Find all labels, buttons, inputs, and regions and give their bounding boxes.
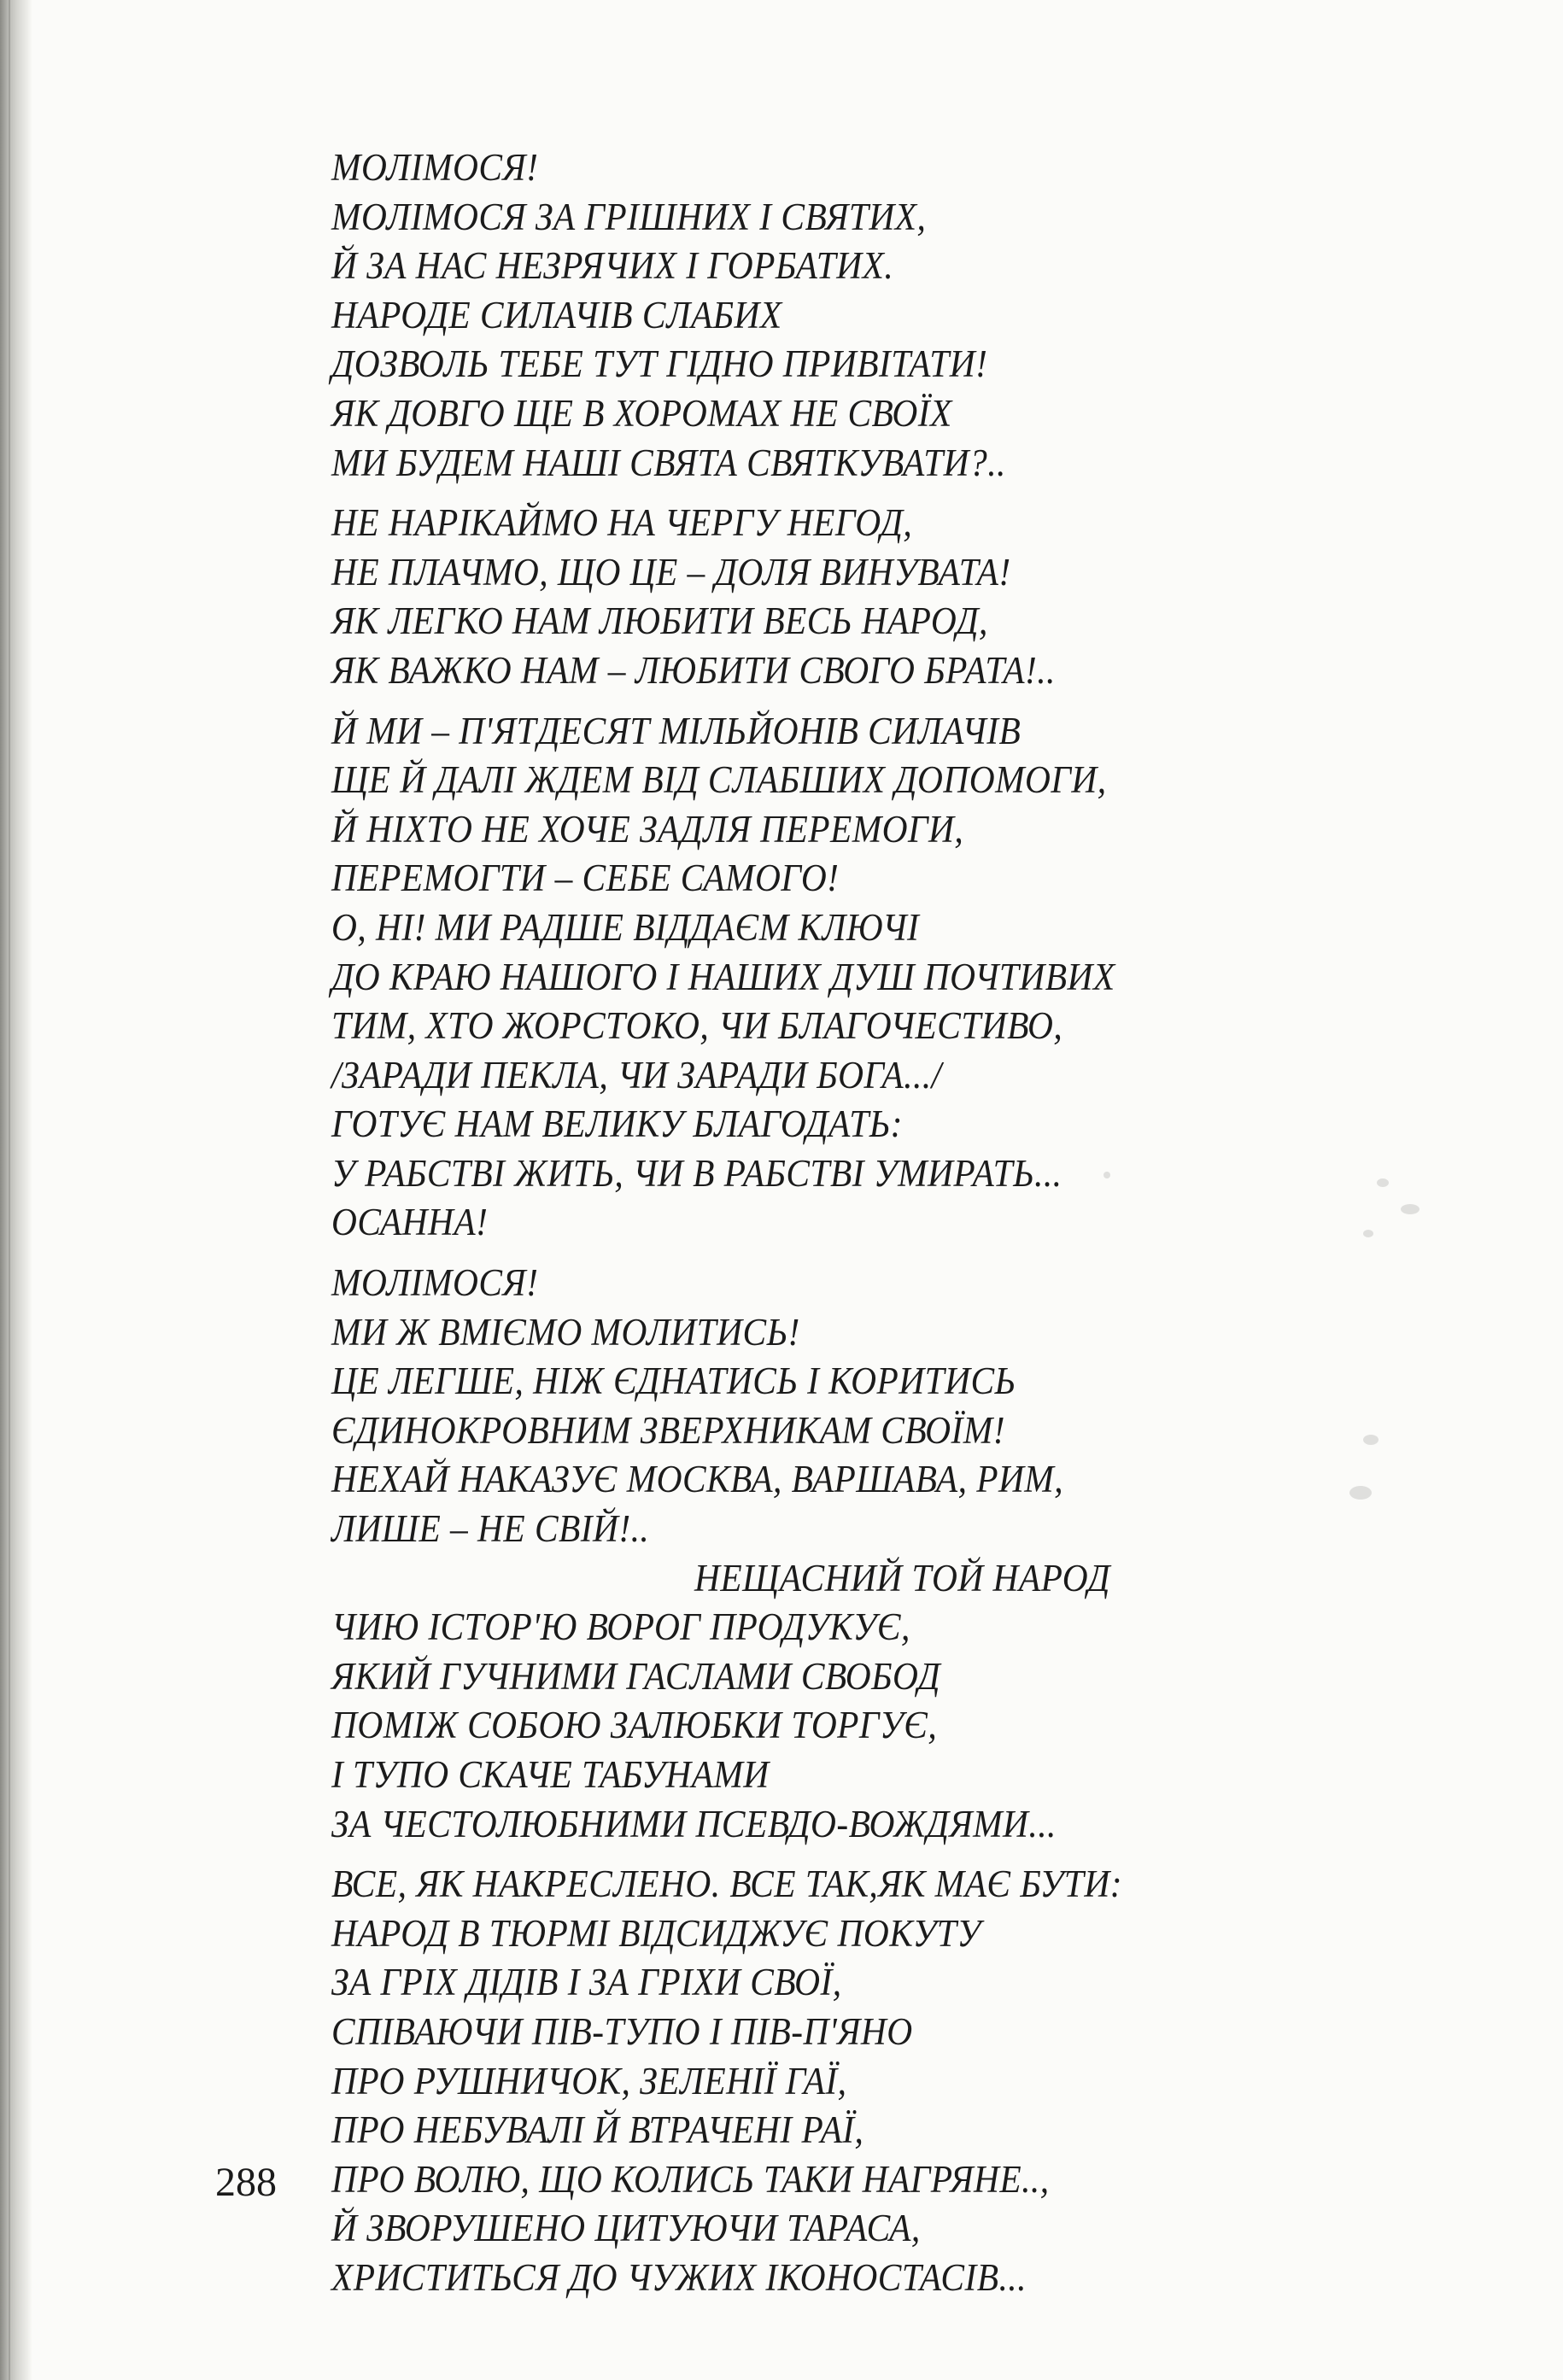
poem-line: МИ БУДЕМ НАШІ СВЯТА СВЯТКУВАТИ?..	[331, 441, 1006, 484]
poem-line: НЕ ПЛАЧМО, ЩО ЦЕ – ДОЛЯ ВИНУВАТА!	[331, 550, 1011, 594]
poem-line: МОЛІМОСЯ!	[331, 146, 539, 189]
poem-line: ПРО НЕБУВАЛІ Й ВТРАЧЕНІ РАЇ,	[331, 2108, 864, 2152]
poem-line: НАРОД В ТЮРМІ ВІДСИДЖУЄ ПОКУТУ	[331, 1911, 981, 1955]
poem-line: ХРИСТИТЬСЯ ДО ЧУЖИХ ІКОНОСТАСІВ...	[331, 2255, 1027, 2299]
poem-line: ЛИШЕ – НЕ СВІЙ!..	[331, 1507, 650, 1551]
poem-line: Й МИ – П'ЯТДЕСЯТ МІЛЬЙОНІВ СИЛАЧІВ	[331, 709, 1022, 752]
poem-line: ЯК ЛЕГКО НАМ ЛЮБИТИ ВЕСЬ НАРОД,	[331, 599, 988, 643]
poem-line: ЗА ЧЕСТОЛЮБНИМИ ПСЕВДО-ВОЖДЯМИ...	[331, 1802, 1057, 1845]
poem-line: ГОТУЄ НАМ ВЕЛИКУ БЛАГОДАТЬ:	[331, 1102, 903, 1146]
stanza	[331, 1554, 1442, 1850]
poem-line: ДО КРАЮ НАШОГО І НАШИХ ДУШ ПОЧТИВИХ	[331, 955, 1115, 998]
poem-line: ЄДИНОКРОВНИМ ЗВЕРХНИКАМ СВОЇМ!	[331, 1408, 1005, 1452]
poem-line: МОЛІМОСЯ ЗА ГРІШНИХ І СВЯТИХ,	[331, 195, 927, 238]
poem-line: ДОЗВОЛЬ ТЕБЕ ТУТ ГІДНО ПРИВІТАТИ!	[331, 342, 988, 386]
poem-line: ЦЕ ЛЕГШЕ, НІЖ ЄДНАТИСЬ І КОРИТИСЬ	[331, 1360, 1016, 1403]
page-number: 288	[215, 2160, 277, 2205]
stanza	[331, 1860, 1442, 2302]
poem-line: ПЕРЕМОГТИ – СЕБЕ САМОГО!	[331, 857, 840, 900]
poem-line: ПОМІЖ СОБОЮ ЗАЛЮБКИ ТОРГУЄ,	[331, 1704, 938, 1747]
stanza	[331, 499, 1442, 695]
poem-line-indented: НЕЩАСНИЙ ТОЙ НАРОД	[694, 1556, 1110, 1599]
poem-line: ПРО ВОЛЮ, ЩО КОЛИСЬ ТАКИ НАГРЯНЕ..,	[331, 2157, 1050, 2201]
poem-line: НЕ НАРІКАЙМО НА ЧЕРГУ НЕГОД,	[331, 501, 913, 545]
poem-line: ЯКИЙ ГУЧНИМИ ГАСЛАМИ СВОБОД	[331, 1654, 941, 1698]
poem-line: НАРОДЕ СИЛАЧІВ СЛАБИХ	[331, 293, 782, 336]
poem-line: ЯК ДОВГО ЩЕ В ХОРОМАХ НЕ СВОЇХ	[331, 391, 952, 435]
poem-text	[331, 143, 1442, 2314]
poem-line: Й ЗА НАС НЕЗРЯЧИХ І ГОРБАТИХ.	[331, 244, 894, 288]
poem-line: МИ Ж ВМІЄМО МОЛИТИСЬ!	[331, 1310, 800, 1354]
poem-line: ЧИЮ ІСТОР'Ю ВОРОГ ПРОДУКУЄ,	[331, 1605, 910, 1649]
stanza	[331, 707, 1442, 1248]
poem-line: Й НІХТО НЕ ХОЧЕ ЗАДЛЯ ПЕРЕМОГИ,	[331, 807, 964, 851]
poem-line: /ЗАРАДИ ПЕКЛА, ЧИ ЗАРАДИ БОГА.../	[331, 1053, 942, 1096]
poem-line: ТИМ, ХТО ЖОРСТОКО, ЧИ БЛАГОЧЕСТИВО,	[331, 1004, 1063, 1048]
poem-line: СПІВАЮЧИ ПІВ-ТУПО І ПІВ-П'ЯНО	[331, 2009, 913, 2053]
poem-line: ЗА ГРІХ ДІДІВ І ЗА ГРІХИ СВОЇ,	[331, 1961, 842, 2004]
poem-line: ПРО РУШНИЧОК, ЗЕЛЕНІЇ ГАЇ,	[331, 2059, 847, 2102]
poem-line: О, НІ! МИ РАДШЕ ВІДДАЄМ КЛЮЧІ	[331, 905, 920, 949]
poem-line: НЕХАЙ НАКАЗУЄ МОСКВА, ВАРШАВА, РИМ,	[331, 1458, 1064, 1501]
poem-line: ОСАННА!	[331, 1201, 489, 1244]
book-binding-edge	[0, 0, 32, 2380]
poem-line: У РАБСТВІ ЖИТЬ, ЧИ В РАБСТВІ УМИРАТЬ...	[331, 1151, 1062, 1195]
poem-line: МОЛІМОСЯ!	[331, 1261, 539, 1305]
poem-line: ЩЕ Й ДАЛІ ЖДЕМ ВІД СЛАБШИХ ДОПОМОГИ,	[331, 758, 1107, 802]
poem-line: ЯК ВАЖКО НАМ – ЛЮБИТИ СВОГО БРАТА!..	[331, 648, 1056, 692]
poem-line: І ТУПО СКАЧЕ ТАБУНАМИ	[331, 1753, 770, 1796]
poem-line: Й ЗВОРУШЕНО ЦИТУЮЧИ ТАРАСА,	[331, 2207, 921, 2250]
poem-line: ВСЕ, ЯК НАКРЕСЛЕНО. ВСЕ ТАК,ЯК МАЄ БУТИ:	[331, 1862, 1122, 1906]
stanza	[331, 1259, 1442, 1554]
stanza	[331, 143, 1442, 488]
